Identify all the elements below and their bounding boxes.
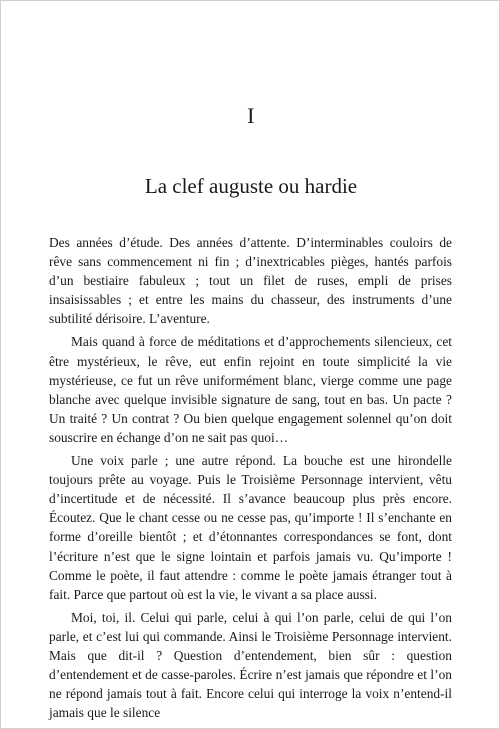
paragraph-4: Moi, toi, il. Celui qui parle, celui à qui l’on parle, celui de qui l’on parle, et c’est lui qui commande. Ainsi le Troisième Personnage intervient. Mais que dit-il ? Question d’entendement, bien sûr : question d’entendement et de casse-paroles. Écrire n’est jamais que répondre et l’on ne répond jamais tout à fait. Encore celui qui interroge la voix n’entend-il jamais que le silence bbox=[49, 609, 452, 721]
chapter-title: La clef auguste ou hardie bbox=[144, 174, 358, 198]
chapter-body bbox=[49, 233, 452, 726]
paragraph-3: Une voix parle ; une autre répond. La bouche est une hirondelle toujours prête au voyage. Puis le Troisième Personnage intervient, vêtu d’incertitude et de nécessité. Il s’avance beaucoup plus près encore. Écoutez. Que le chant cesse ou ne cesse pas, qu’importe ! Il s’enchante en forme d’oreille bientôt ; et d’étonnantes correspondances se font, dont l’écriture n’est que le signe lointain et parfois jamais vu. Qu’importe ! Comme le poète, il faut attendre : comme le poète jamais étranger tout à fait. Parce que partout où est la vie, le vivant a sa place aussi. bbox=[49, 453, 452, 602]
chapter-number: I bbox=[247, 103, 255, 128]
paragraph-2: Mais quand à force de méditations et d’approchements silencieux, cet être mystérieux, le rêve, eut enfin rejoint en toute simplicité la vie mystérieuse, ce fut un rêve uniformément blanc, vierge comme une page blanche avec quelque invisible signature de sang, tout en bas. Un pacte ? Un traité ? Un contrat ? Ou bien quelque engagement solennel qu’on doit souscrire en échange d’on ne sait pas quoi… bbox=[49, 334, 452, 445]
paragraph-1: Des années d’étude. Des années d’attente. D’interminables couloirs de rêve sans commencement ni fin ; d’inextricables pièges, hantés parfois d’un bestiaire fabuleux ; tout un filet de ruses, empli de prises insaisissables ; et entre les mains du chasseur, des instruments d’une subtilité dérisoire. L’aventure. bbox=[49, 235, 452, 327]
